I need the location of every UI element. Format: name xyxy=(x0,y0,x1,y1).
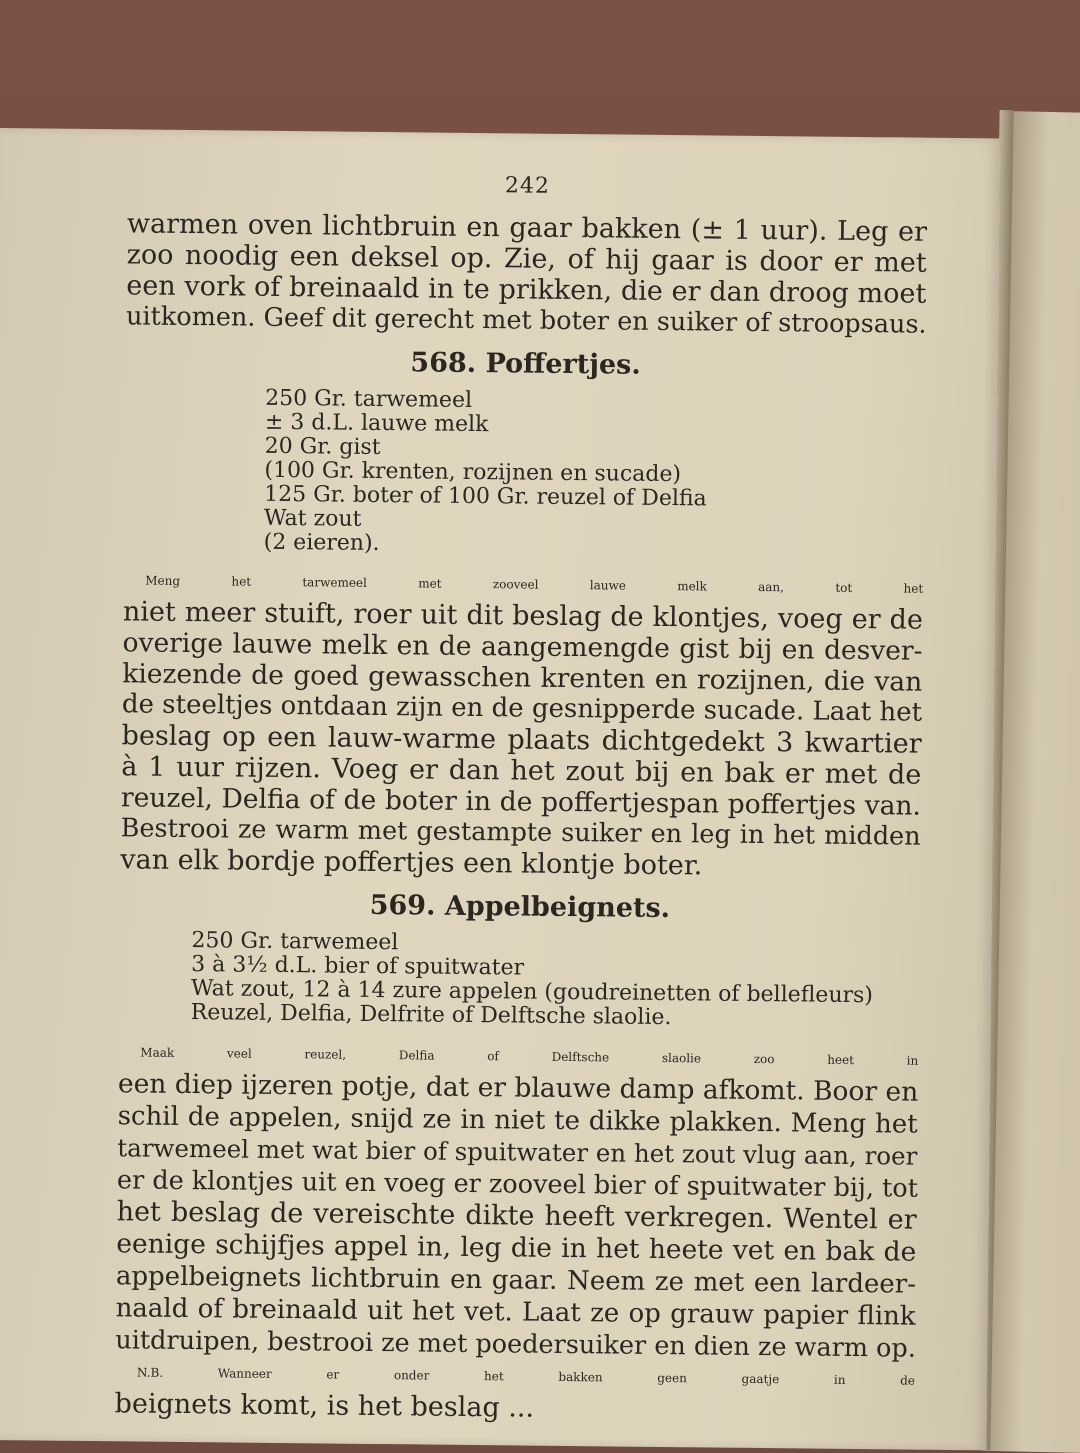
ingredient-item: Wat zout xyxy=(263,505,362,532)
continuation-paragraph xyxy=(126,208,927,340)
book-page xyxy=(0,128,1000,1450)
text-line: de steeltjes ontdaan zijn en de gesnipperde sucade. Laat het xyxy=(121,689,923,728)
text-line: beignets komt, is het beslag ... xyxy=(114,1388,535,1424)
ingredient-item: 125 Gr. boter of 100 Gr. reuzel of Delfia xyxy=(264,481,707,512)
ingredient-item: (100 Gr. krenten, rozijnen en sucade) xyxy=(264,457,682,488)
text-line: warmen oven lichtbruin en gaar bakken (± 1 uur). Leg er xyxy=(126,208,928,248)
recipe-title-568: 568. Poffertjes. xyxy=(410,347,641,381)
text-line: overige lauwe melk en de aangemengde gist bij en desver- xyxy=(122,627,923,667)
text-line: eenige schijfjes appel in, leg die in het heete vet en bak de xyxy=(116,1228,917,1268)
text-line: à 1 uur rijzen. Voeg er dan het zout bij en bak er met de xyxy=(121,751,922,791)
text-line: kiezende de goed gewasschen krenten en rozijnen, die van xyxy=(122,658,923,698)
ingredient-list-569 xyxy=(191,929,920,1033)
ingredient-item: 250 Gr. tarwemeel xyxy=(191,928,399,956)
text-line: uitkomen. Geef dit gerecht met boter en suiker of stroopsaus. xyxy=(125,301,927,340)
ingredient-item: 250 Gr. tarwemeel xyxy=(265,385,473,413)
text-line: schil de appelen, snijd ze in niet te dikke plakken. Meng het xyxy=(117,1101,918,1140)
text-line: van elk bordje poffertjes een klontje boter. xyxy=(120,844,703,882)
text-line: N.B. Wanneer er onder het bakken geen gaatje in de xyxy=(136,1365,916,1388)
text-line: tarwemeel met wat bier of spuitwater en het zout vlug aan, roer xyxy=(117,1133,918,1171)
text-line: appelbeignets lichtbruin en gaar. Neem ze met een lardeer- xyxy=(115,1261,917,1300)
text-line: het beslag de vereischte dikte heeft verkregen. Wentel er xyxy=(116,1196,917,1236)
text-line: uitdruipen, bestrooi ze met poedersuiker en dien ze warm op. xyxy=(115,1325,917,1364)
ingredient-list-568 xyxy=(264,387,926,562)
page-number: 242 xyxy=(504,173,551,199)
ingredient-item: Reuzel, Delfia, Delfrite of Delftsche slaolie. xyxy=(190,1000,672,1031)
ingredient-item: ± 3 d.L. lauwe melk xyxy=(264,409,489,438)
text-line: naald of breinaald uit het vet. Laat ze op grauw papier flink xyxy=(115,1293,916,1332)
text-line: Meng het tarwemeel met zooveel lauwe melk aan, tot het xyxy=(145,573,924,596)
text-line: beslag op een lauw-warme plaats dichtgedekt 3 kwartier xyxy=(121,720,922,760)
ingredient-item: 3 à 3½ d.L. bier of spuitwater xyxy=(191,952,525,981)
recipe-body-568 xyxy=(120,565,923,883)
text-line: een vork of breinaald in te prikken, die er dan droog moet xyxy=(126,270,927,310)
text-line: zoo noodig een deksel op. Zie, of hij gaar is door er met xyxy=(126,239,927,279)
recipe-body-569 xyxy=(114,1036,918,1428)
text-line: reuzel, Delfia of de boter in de poffertjespan poffertjes van. xyxy=(120,782,922,822)
text-line: er de klontjes uit en voeg er zooveel bier of spuitwater bij, tot xyxy=(116,1165,919,1204)
ingredient-item: (2 eieren). xyxy=(263,529,380,556)
ingredient-item: Wat zout, 12 à 14 zure appelen (goudreinetten of bellefleurs) xyxy=(190,976,874,1009)
text-line: niet meer stuift, roer uit dit beslag de klontjes, voeg er de xyxy=(122,596,924,636)
ingredient-item: 20 Gr. gist xyxy=(264,433,381,461)
text-line: een diep ijzeren potje, dat er blauwe damp afkomt. Boor en xyxy=(117,1068,919,1108)
page-text-block xyxy=(114,169,927,1428)
recipe-title-569: 569. Appelbeignets. xyxy=(369,889,671,925)
text-line: Bestrooi ze warm met gestampte suiker en leg in het midden xyxy=(120,813,921,852)
text-line: Maak veel reuzel, Delfia of Delftsche slaolie zoo heet in xyxy=(140,1045,919,1068)
